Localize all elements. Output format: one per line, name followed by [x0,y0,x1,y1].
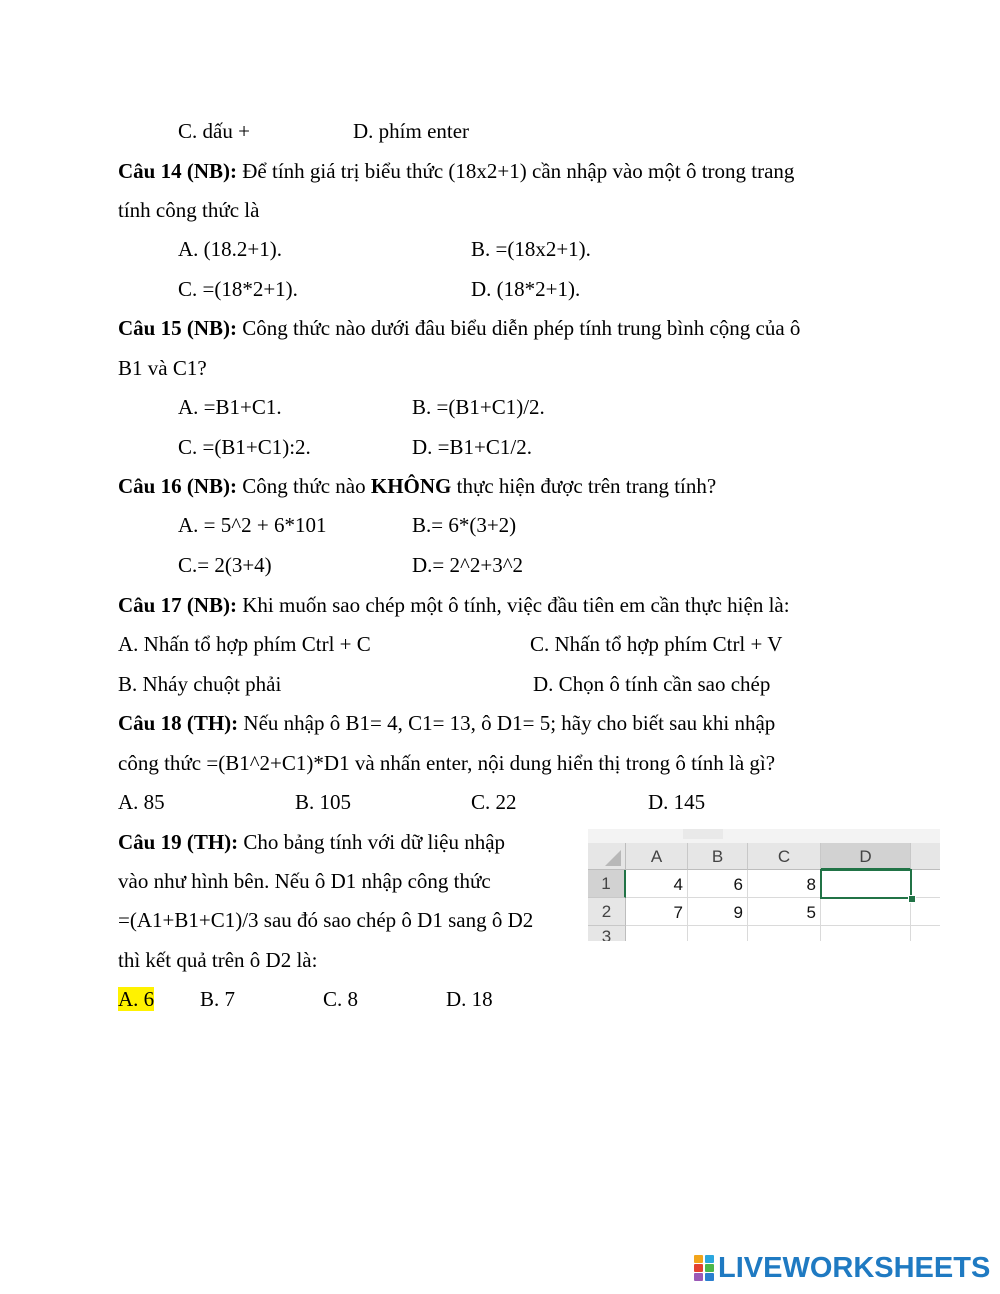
text-span: D. 18 [446,987,493,1011]
text-span: A. (18.2+1). [178,237,282,261]
text-span: Nếu nhập ô B1= 4, C1= 13, ô D1= 5; hãy cho biết sau khi nhập [238,711,776,735]
column-header-empty [911,843,940,870]
text-line-q14D [471,276,580,302]
fill-handle [908,895,916,903]
text-line-q18B [295,789,351,815]
cell-c3 [748,926,821,941]
text-line-q14A [178,236,282,262]
text-span: B. Nháy chuột phải [118,672,282,696]
text-line-q16A [178,512,326,538]
text-line-q15A [178,394,282,420]
row-header-1: 1 [588,870,626,898]
ribbon-strip [588,829,940,844]
text-span: A. = 5^2 + 6*101 [178,513,327,537]
text-line-q19d [118,947,317,973]
text-line-q18A [118,789,165,815]
text-span: công thức =(B1^2+C1)*D1 và nhấn enter, nội dung hiển thị trong ô tính là gì? [118,751,776,775]
logo-tile [694,1264,703,1272]
text-line-q19b [118,868,491,894]
cell-a2: 7 [626,898,688,926]
logo-tile [705,1273,714,1281]
text-span: =(A1+B1+C1)/3 sau đó sao chép ô D1 sang ô D2 [118,908,534,932]
text-span: D. 145 [648,790,706,814]
active-cell-border [820,869,912,899]
text-line-q14b [118,197,259,223]
bold-text: Câu 18 (TH): [118,711,239,735]
text-span: C. =(18*2+1). [178,277,298,301]
text-line-q16C [178,552,272,578]
text-span: A. =B1+C1. [178,395,282,419]
text-span: Công thức nào [237,474,371,498]
bold-text: Câu 19 (TH): [118,830,239,854]
column-header-b: B [688,843,748,870]
spreadsheet-image [588,829,940,941]
text-span: B. 105 [295,790,352,814]
logo-tile [705,1255,714,1263]
column-header-d: D [821,843,911,870]
logo-mark-icon [694,1255,714,1281]
text-line-q15 [118,315,800,341]
row-header-3: 3 [588,926,626,941]
column-header-c: C [748,843,821,870]
text-span: D. =B1+C1/2. [412,435,532,459]
text-span: B. =(B1+C1)/2. [412,395,545,419]
text-line-q16D [412,552,523,578]
cell-d3 [821,926,911,941]
text-line-q17B [118,671,281,697]
logo-tile [694,1273,703,1281]
text-span: D. phím enter [353,119,470,143]
text-span: C.= 2(3+4) [178,553,272,577]
text-span: A. 85 [118,790,165,814]
cell-b1: 6 [688,870,748,898]
text-line-q15b [118,355,207,381]
text-line-q15B [412,394,545,420]
cell-e1 [911,870,940,898]
logo-tile [694,1255,703,1263]
cell-c2: 5 [748,898,821,926]
bold-text: Câu 15 (NB): [118,316,237,340]
select-all-corner [588,843,626,870]
cell-a3 [626,926,688,941]
text-span: thực hiện được trên trang tính? [451,474,717,498]
text-span: tính công thức là [118,198,260,222]
text-span: C. =(B1+C1):2. [178,435,311,459]
text-line-q19 [118,829,505,855]
text-line-l1 [178,118,250,144]
text-line-q14C [178,276,298,302]
text-line-q15C [178,434,311,460]
logo-tile [705,1264,714,1272]
liveworksheets-logo [694,1253,990,1283]
text-line-q17A [118,631,371,657]
text-line-q19A [118,986,154,1012]
bold-text: Câu 14 (NB): [118,159,237,183]
text-span: Khi muốn sao chép một ô tính, việc đầu tiên em cần thực hiện là: [237,593,790,617]
row-header-2: 2 [588,898,626,926]
cell-c1: 8 [748,870,821,898]
text-span: C. 22 [471,790,517,814]
text-line-q18D [648,789,705,815]
text-span: thì kết quả trên ô D2 là: [118,948,318,972]
bold-text: Câu 17 (NB): [118,593,237,617]
text-span: B1 và C1? [118,356,207,380]
cell-a1: 4 [626,870,688,898]
text-line-q18b [118,750,775,776]
text-line-q19C [323,986,358,1012]
text-span: Để tính giá trị biểu thức (18x2+1) cần nhập vào một ô trong trang [237,159,795,183]
column-header-a: A [626,843,688,870]
text-span: A. Nhấn tổ hợp phím Ctrl + C [118,632,371,656]
highlighted-answer: A. 6 [118,987,155,1011]
text-line-q19D [446,986,493,1012]
text-line-q19B [200,986,235,1012]
text-line-q17D [533,671,770,697]
text-span: D.= 2^2+3^2 [412,553,524,577]
text-line-q18C [471,789,517,815]
text-line-q14 [118,158,794,184]
ribbon-tab [683,829,723,839]
text-line-q17 [118,592,790,618]
cell-d2 [821,898,911,926]
text-line-q19c [118,907,533,933]
text-span: Cho bảng tính với dữ liệu nhập [238,830,506,854]
text-span: C. Nhấn tổ hợp phím Ctrl + V [530,632,783,656]
text-span: B. =(18x2+1). [471,237,591,261]
text-line-q14B [471,236,591,262]
text-span: C. 8 [323,987,359,1011]
text-line-q16B [412,512,516,538]
text-span: Công thức nào dưới đâu biểu diễn phép tính trung bình cộng của ô [237,316,801,340]
logo-text: LIVEWORKSHEETS [718,1252,991,1284]
text-span: D. Chọn ô tính cần sao chép [533,672,771,696]
text-line-q16 [118,473,716,499]
cell-b2: 9 [688,898,748,926]
text-span: vào như hình bên. Nếu ô D1 nhập công thức [118,869,491,893]
text-span: B. 7 [200,987,236,1011]
bold-text: Câu 16 (NB): [118,474,237,498]
text-span: D. (18*2+1). [471,277,581,301]
text-line-q15D [412,434,532,460]
text-span: C. dấu + [178,119,250,143]
text-line-q18 [118,710,775,736]
bold-text: KHÔNG [370,474,452,498]
text-line-l1b [353,118,469,144]
text-span: B.= 6*(3+2) [412,513,517,537]
text-line-q17C [530,631,782,657]
cell-b3 [688,926,748,941]
